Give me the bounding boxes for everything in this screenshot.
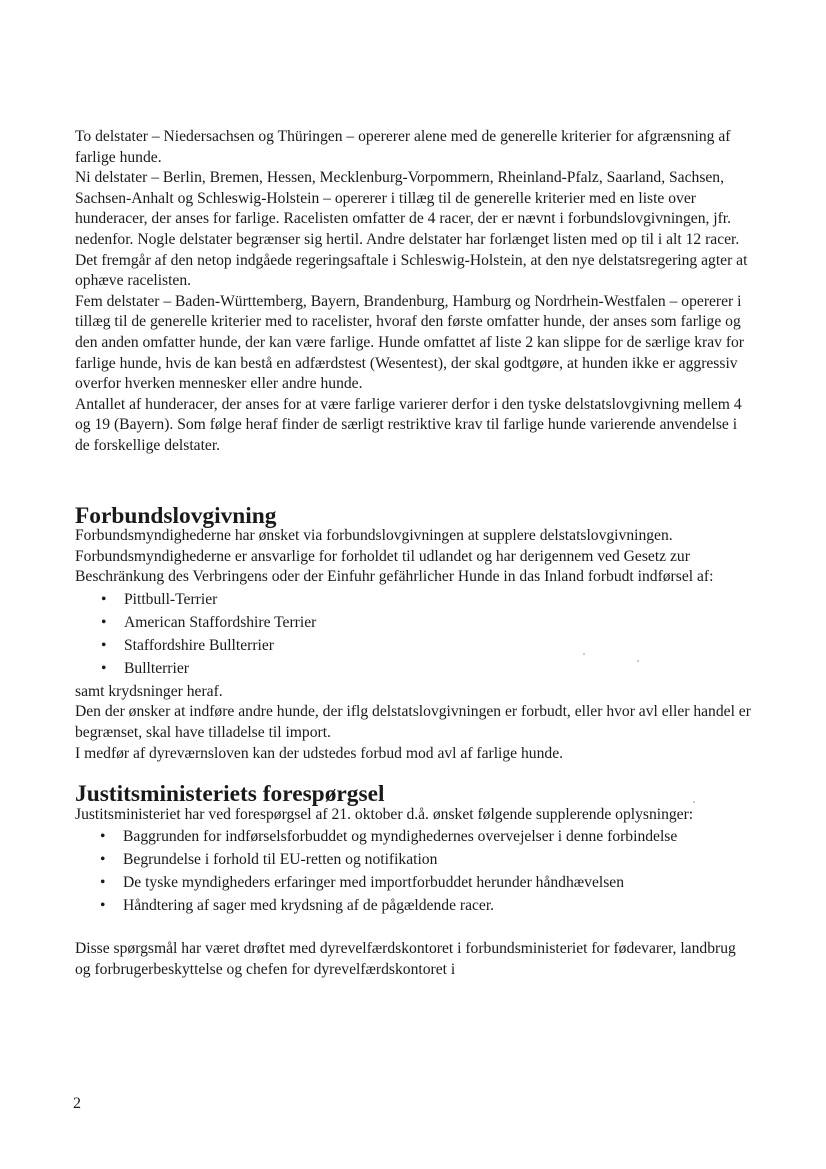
- bullet-icon: •: [101, 659, 107, 677]
- federal-after-3: I medfør af dyreværnsloven kan der udstedes forbud mod avl af farlige hunde.: [75, 744, 564, 762]
- breed-name: Bullterrier: [124, 659, 189, 677]
- bullet-icon: •: [100, 897, 106, 915]
- inquiry-list: [75, 827, 755, 917]
- section-heading-inquiry: Justitsministeriets forespørgsel: [75, 781, 385, 808]
- intro-paragraph-2: Ni delstater – Berlin, Bremen, Hessen, Mecklenburg-Vorpommern, Rheinland-Pfalz, Saarland, Sachsen, Sachsen-Anhalt og Schleswig-Holstein – opererer i tillæg til de generelle kriterier med en liste over hunderacer, der anses for farlige. Racelisten omfatter de 4 racer, der er nævnt i forbundslovgivningen, jfr. nedenfor. Nogle delstater begrænser sig hertil. Andre delstater har forlænget listen med op til i alt 12 racer. Det fremgår af den netop indgåede regeringsaftale i Schleswig-Holstein, at den nye delstatsregering agter at ophæve racelisten.: [75, 169, 748, 290]
- closing-paragraph: Disse spørgsmål har været drøftet med dyrevelfærdskontoret i forbundsministeriet for fødevarer, landbrug og forbrugerbeskyttelse og chefen for dyrevelfærdskontoret i: [75, 940, 736, 978]
- section-heading-federal: Forbundslovgivning: [75, 502, 277, 529]
- inquiry-item: Håndtering af sager med krydsning af de pågældende racer.: [123, 897, 495, 915]
- breed-name: American Staffordshire Terrier: [124, 613, 317, 631]
- bullet-icon: •: [100, 874, 106, 892]
- section-spacer: [75, 457, 755, 506]
- federal-after-2: Den der ønsker at indføre andre hunde, der iflg delstatslovgivningen er forbudt, eller hvor avl eller handel er begrænset, skal have tilladelse til import.: [75, 703, 751, 741]
- breed-name: Pittbull-Terrier: [124, 590, 218, 608]
- bullet-icon: •: [100, 851, 106, 869]
- inquiry-item: Baggrunden for indførselsforbuddet og myndighedernes overvejelser i denne forbindelse: [123, 828, 678, 846]
- bullet-icon: •: [101, 636, 107, 654]
- section-spacer: [75, 919, 755, 939]
- bullet-icon: •: [101, 613, 107, 631]
- page-number: 2: [73, 1095, 81, 1112]
- bullet-icon: •: [101, 590, 107, 608]
- federal-after-1: samt krydsninger heraf.: [75, 682, 223, 700]
- breed-list: [75, 590, 755, 680]
- scan-speck: [693, 801, 695, 803]
- intro-paragraph-4: Antallet af hunderacer, der anses for at være farlige varierer derfor i den tyske delstatslovgivning mellem 4 og 19 (Bayern). Som følge heraf finder de særligt restriktive krav til farlige hunde varierende anvendelse i de forskellige delstater.: [75, 395, 742, 454]
- federal-intro: Forbundsmyndighederne har ønsket via forbundslovgivningen at supplere delstatslovgivningen. Forbundsmyndighederne er ansvarlige for forholdet til udlandet og har derigennem ved Gesetz zur Beschränkung des Verbringens oder der Einfuhr gefährlicher Hunde in das Inland forbudt indførsel af:: [75, 527, 714, 586]
- document-body: [75, 127, 755, 981]
- inquiry-item: De tyske myndigheders erfaringer med importforbuddet herunder håndhævelsen: [123, 874, 625, 892]
- bullet-icon: •: [100, 828, 106, 846]
- list-item: [75, 827, 755, 848]
- list-item: [75, 636, 755, 657]
- inquiry-item: Begrundelse i forhold til EU-retten og notifikation: [123, 851, 438, 869]
- list-item: [75, 896, 755, 917]
- scan-speck: [637, 660, 639, 662]
- list-item: [75, 850, 755, 871]
- scan-speck: [583, 653, 585, 655]
- list-item: [75, 873, 755, 894]
- inquiry-intro: Justitsministeriet har ved forespørgsel af 21. oktober d.å. ønsket følgende supplerende oplysninger:: [75, 805, 694, 823]
- intro-paragraph-1: To delstater – Niedersachsen og Thüringen – opererer alene med de generelle kriterier for afgrænsning af farlige hunde.: [75, 128, 731, 166]
- intro-paragraph-3: Fem delstater – Baden-Württemberg, Bayern, Brandenburg, Hamburg og Nordrhein-Westfalen – opererer i tillæg til de generelle kriterier med to racelister, hvoraf den første omfatter hunde, der anses som farlige og den anden omfatter hunde, der kan være farlige. Hunde omfattet af liste 2 kan slippe for de særlige krav for farlige hunde, hvis de kan bestå en adfærdstest (Wesentest), der skal godtgøre, at hunden ikke er aggressiv overfor hverken mennesker eller andre hunde.: [75, 292, 745, 393]
- list-item: [75, 659, 755, 680]
- breed-name: Staffordshire Bullterrier: [124, 636, 274, 654]
- list-item: [75, 590, 755, 611]
- list-item: [75, 613, 755, 634]
